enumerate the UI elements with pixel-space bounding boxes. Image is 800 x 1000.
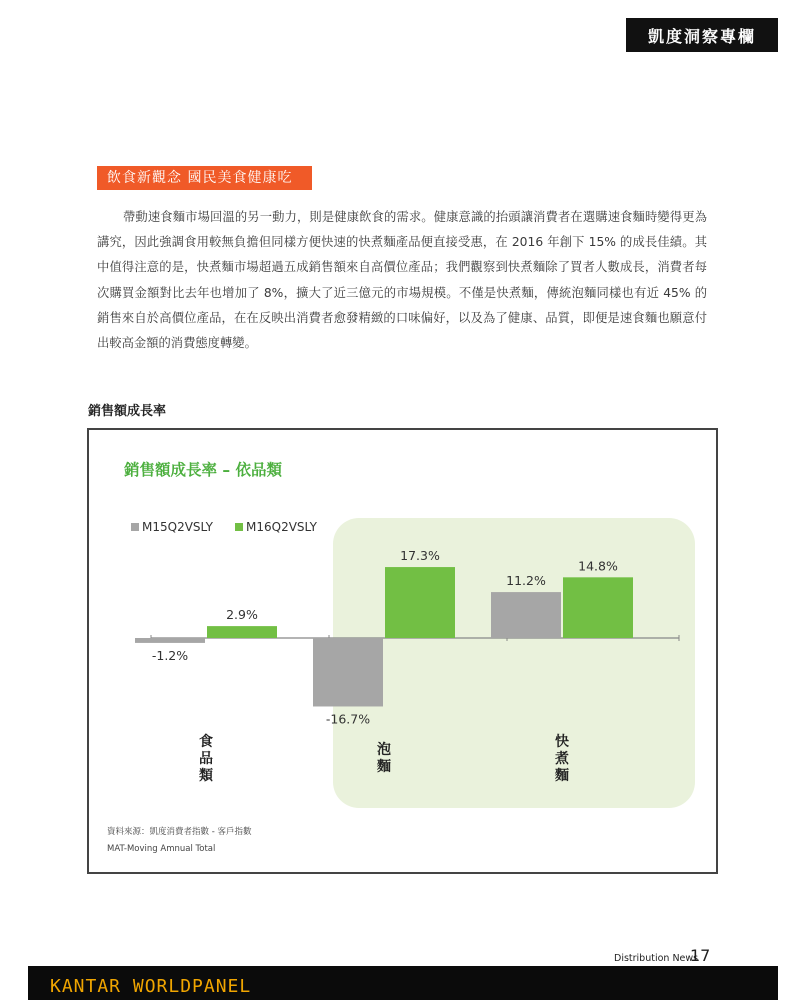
bar-m16q2vsly-0 xyxy=(207,626,277,638)
data-label-m15q2vsly-0: -1.2% xyxy=(151,647,189,663)
chart-canvas xyxy=(89,430,720,876)
chart-frame xyxy=(87,428,718,874)
data-label-m16q2vsly-1: 17.3% xyxy=(400,548,440,564)
chart-title: 銷售額成長率 – 依品類 xyxy=(124,461,283,479)
bar-m15q2vsly-1 xyxy=(313,638,383,706)
category-label-0: 食品類 xyxy=(199,734,213,784)
bar-m16q2vsly-2 xyxy=(563,577,633,638)
legend-swatch-m16 xyxy=(235,523,243,531)
data-label-m15q2vsly-1: -16.7% xyxy=(325,711,371,727)
page-number: 17 xyxy=(690,946,711,965)
column-label: 凱度洞察專欄 xyxy=(647,26,756,46)
data-label-m16q2vsly-2: 14.8% xyxy=(578,558,618,574)
data-label-m16q2vsly-0: 2.9% xyxy=(226,607,258,623)
publication-name: Distribution News xyxy=(614,953,699,964)
column-label-tab xyxy=(626,18,778,52)
mat-note: MAT-Moving Amnual Total xyxy=(107,844,216,854)
legend-label-m15: M15Q2VSLY xyxy=(142,520,213,534)
section-heading: 飲食新觀念 國民美食健康吃 xyxy=(97,166,312,190)
source-note: 資料來源：凱度消費者指數 - 客戶指數 xyxy=(107,827,252,837)
body-paragraph: 帶動速食麵市場回溫的另一動力，則是健康飲食的需求。健康意識的抬頭讓消費者在選購速食麵時變得更為講究，因此強調食用較無負擔但同樣方便快速的快煮麵產品便直接受惠，在 2016 年創下 15% 的成長佳績。其中值得注意的是，快煮麵市場超過五成銷售額來自高價位產品；我們觀察到快煮麵除了買者人數成長，消費者每次購買金額對比去年也增加了 8%，擴大了近三億元的市場規模。不僅是快煮麵，傳統泡麵同樣也有近 45% 的銷售來自於高價位產品，在在反映出消費者愈發精緻的口味偏好，以及為了健康、品質，即便是速食麵也願意付出較高金額的消費態度轉變。 xyxy=(97,210,707,351)
brand-logo: KANTAR WORLDPANEL xyxy=(50,976,252,997)
chart-caption: 銷售額成長率 xyxy=(88,404,167,419)
legend-swatch-m15 xyxy=(131,523,139,531)
legend-label-m16: M16Q2VSLY xyxy=(246,520,317,534)
bar-m15q2vsly-0 xyxy=(135,638,205,643)
bar-m15q2vsly-2 xyxy=(491,592,561,638)
bar-m16q2vsly-1 xyxy=(385,567,455,638)
category-label-2: 快煮麵 xyxy=(555,734,569,784)
data-label-m15q2vsly-2: 11.2% xyxy=(506,573,546,589)
category-label-1: 泡麵 xyxy=(377,742,391,775)
